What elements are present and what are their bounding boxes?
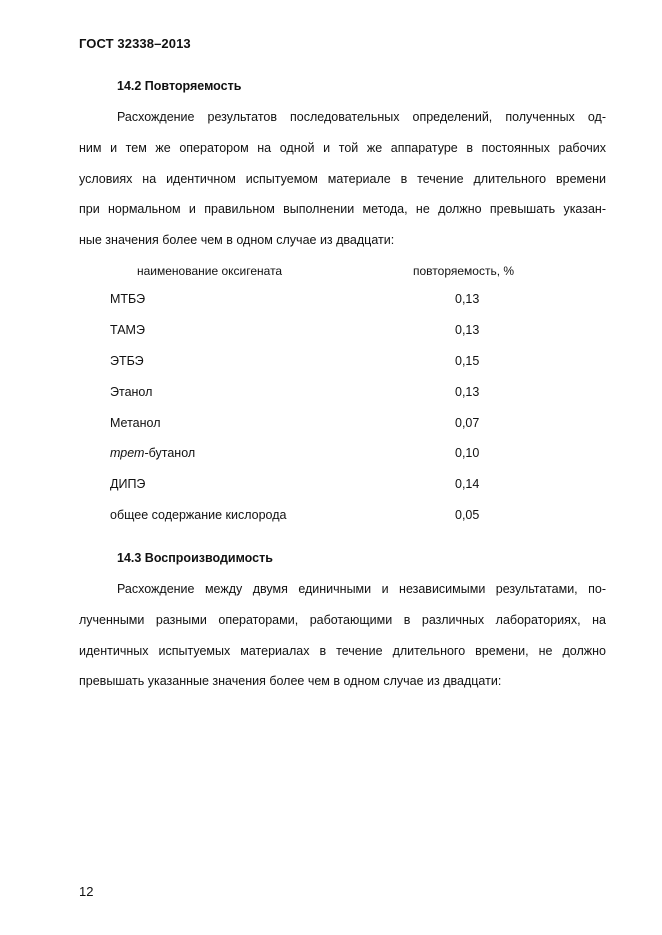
paragraph-reproducibility	[79, 574, 606, 697]
table-row-value: 0,13	[455, 292, 480, 306]
table-row-name: общее содержание кислорода	[110, 508, 287, 522]
paragraph-line: ним и тем же оператором на одной и той же аппаратуре в постоянных рабочих	[79, 140, 606, 155]
table-row-value: 0,13	[455, 323, 480, 337]
paragraph-line: при нормальном и правильном выполнении метода, не должно превышать указан-	[79, 202, 606, 217]
section-heading-reproducibility: 14.3 Воспроизводимость	[117, 551, 273, 565]
table-row-name-rest: -бутанол	[144, 446, 196, 460]
paragraph-line: Расхождение результатов последовательных определений, полученных од-	[117, 110, 606, 124]
table-row-name: МТБЭ	[110, 292, 146, 306]
paragraph-line: лученными разными операторами, работающими в различных лабораториях, на	[79, 612, 606, 627]
table-row-value: 0,15	[455, 354, 480, 368]
paragraph-line: идентичных испытуемых материалах в течение длительного времени, не должно	[79, 643, 606, 658]
table-row-name-italic-prefix: трет	[110, 446, 145, 460]
table-row-name: ДИПЭ	[110, 477, 146, 491]
table-row-name	[110, 446, 195, 460]
section-heading-repeatability: 14.2 Повторяемость	[117, 79, 242, 93]
paragraph-line: превышать указанные значения более чем в одном случае из двадцати:	[79, 674, 502, 689]
document-code-header: ГОСТ 32338–2013	[79, 36, 191, 51]
paragraph-line: условиях на идентичном испытуемом материале в течение длительного времени	[79, 171, 606, 186]
table-row-value: 0,13	[455, 385, 480, 399]
table-row-name: ЭТБЭ	[110, 354, 144, 368]
table-header-value: повторяемость, %	[413, 264, 515, 278]
table-row-name: Этанол	[110, 385, 153, 399]
paragraph-line: Расхождение между двумя единичными и независимыми результатами, по-	[117, 582, 606, 596]
paragraph-repeatability	[79, 102, 606, 256]
page-number: 12	[79, 884, 94, 899]
paragraph-line: ные значения более чем в одном случае из двадцати:	[79, 233, 395, 248]
table-row-value: 0,05	[455, 508, 480, 522]
table-row-name: Метанол	[110, 416, 161, 430]
table-row-value: 0,10	[455, 446, 480, 460]
table-row-name: ТАМЭ	[110, 323, 145, 337]
table-row-value: 0,14	[455, 477, 480, 491]
table-row-value: 0,07	[455, 416, 480, 430]
table-header-name: наименование оксигената	[137, 264, 283, 278]
